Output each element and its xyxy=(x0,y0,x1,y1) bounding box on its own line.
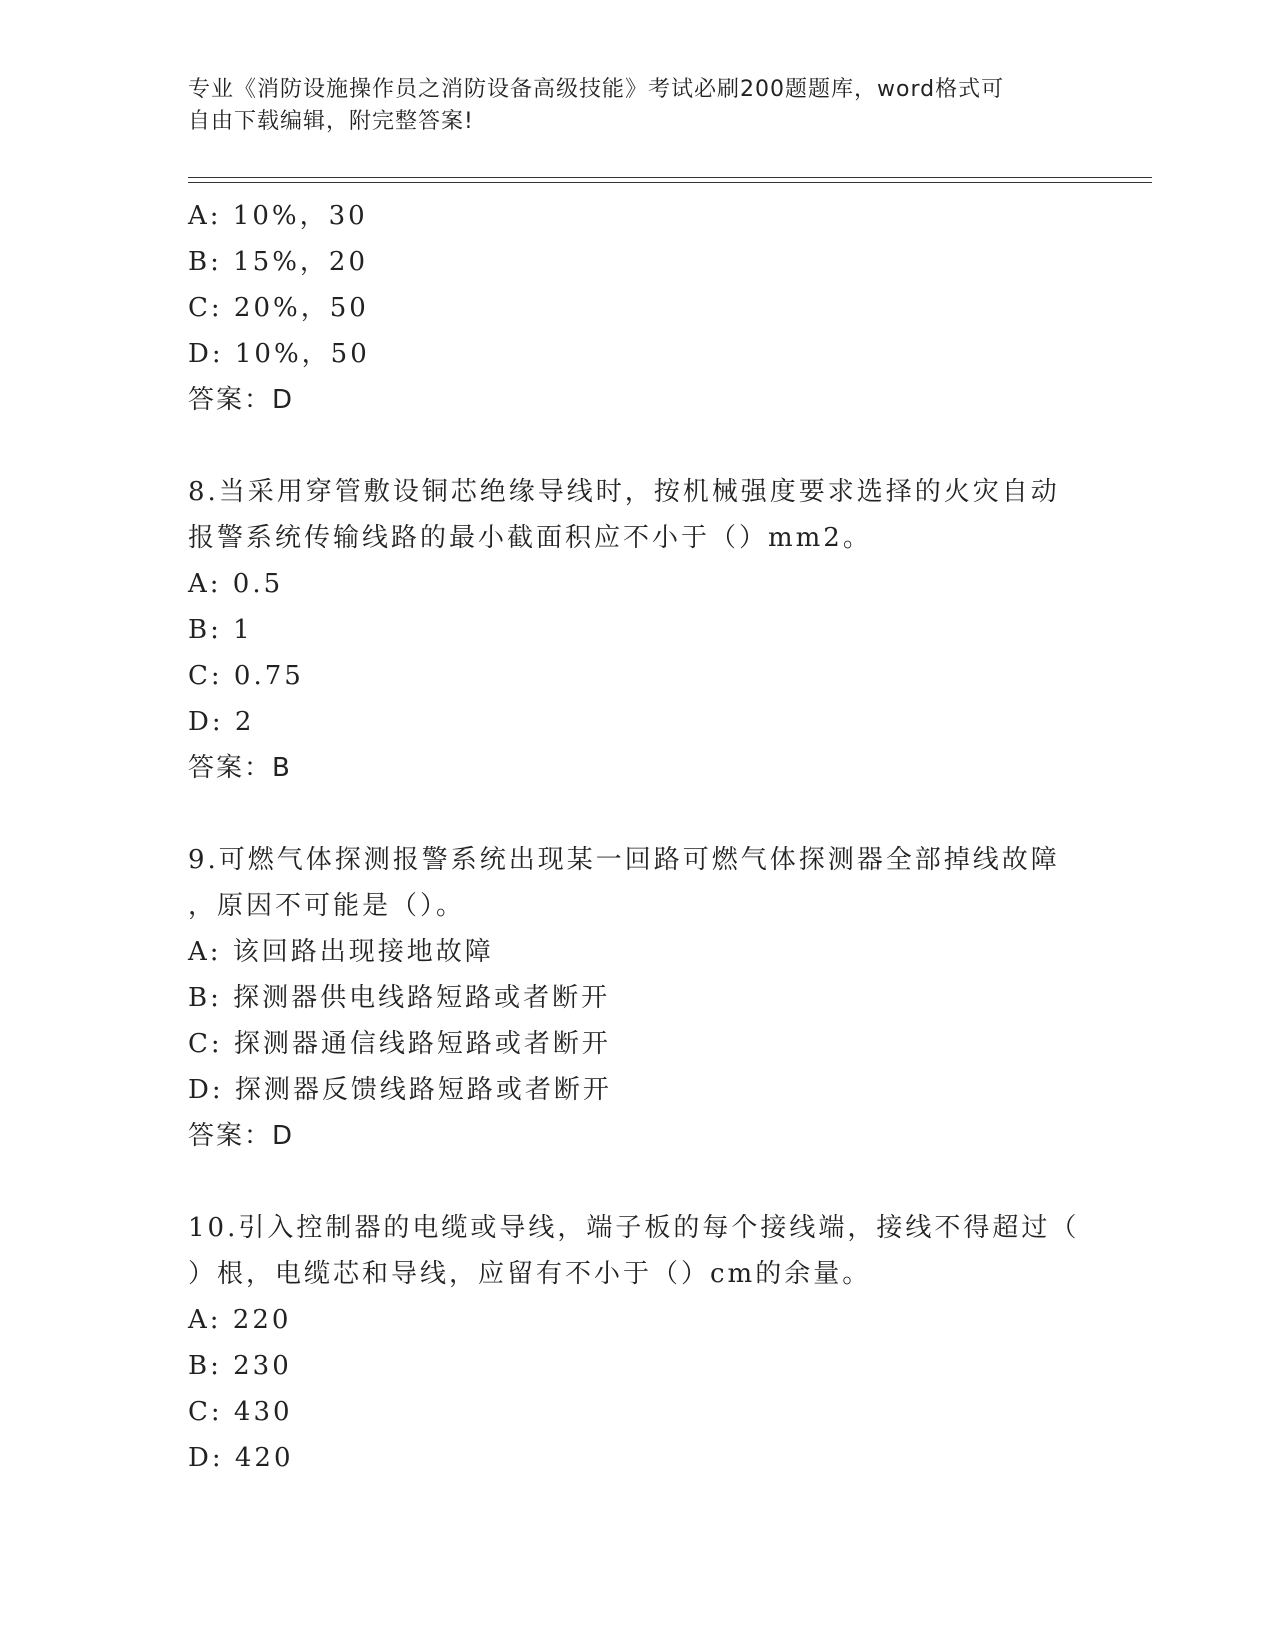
spacer xyxy=(188,791,1088,837)
question-7 xyxy=(188,193,1088,423)
option-d: D: 10%，50 xyxy=(188,339,370,369)
option-c: C: 探测器通信线路短路或者断开 xyxy=(188,1029,611,1059)
option-c: C: 20%，50 xyxy=(188,293,369,323)
answer-label: 答案：B xyxy=(188,753,292,783)
answer-label: 答案：D xyxy=(188,1121,295,1151)
option-d: D: 420 xyxy=(188,1443,294,1473)
option-a: A: 该回路出现接地故障 xyxy=(188,937,494,967)
question-list xyxy=(188,193,1088,1481)
question-10 xyxy=(188,1205,1088,1481)
answer-label: 答案：D xyxy=(188,385,295,415)
question-stem-line-1: 8.当采用穿管敷设铜芯绝缘导线时，按机械强度要求选择的火灾自动 xyxy=(188,477,1060,507)
header-divider-bottom xyxy=(188,182,1152,183)
header-title-line-2: 自由下载编辑，附完整答案! xyxy=(188,109,474,134)
option-b: B: 探测器供电线路短路或者断开 xyxy=(188,983,611,1013)
option-a: A: 220 xyxy=(188,1305,292,1335)
option-b: B: 15%，20 xyxy=(188,247,369,277)
header-title-line-1: 专业《消防设施操作员之消防设备高级技能》考试必刷200题题库，word格式可 xyxy=(188,77,1005,102)
document-header xyxy=(188,74,1088,138)
option-b: B: 1 xyxy=(188,615,253,645)
option-b: B: 230 xyxy=(188,1351,292,1381)
question-9 xyxy=(188,837,1088,1159)
spacer xyxy=(188,1159,1088,1205)
option-d: D: 2 xyxy=(188,707,255,737)
question-stem-line-2: 报警系统传输线路的最小截面积应不小于（）mm2。 xyxy=(188,523,872,553)
question-stem-line-1: 10.引入控制器的电缆或导线，端子板的每个接线端，接线不得超过（ xyxy=(188,1213,1080,1243)
option-c: C: 430 xyxy=(188,1397,293,1427)
option-a: A: 10%，30 xyxy=(188,201,368,231)
question-stem-line-2: ，原因不可能是（）。 xyxy=(188,891,466,921)
option-c: C: 0.75 xyxy=(188,661,304,691)
question-stem-line-1: 9.可燃气体探测报警系统出现某一回路可燃气体探测器全部掉线故障 xyxy=(188,845,1060,875)
question-8 xyxy=(188,469,1088,791)
spacer xyxy=(188,423,1088,469)
question-stem-line-2: ）根，电缆芯和导线，应留有不小于（）cm的余量。 xyxy=(188,1259,872,1289)
header-divider-top xyxy=(188,177,1152,178)
option-d: D: 探测器反馈线路短路或者断开 xyxy=(188,1075,612,1105)
option-a: A: 0.5 xyxy=(188,569,284,599)
